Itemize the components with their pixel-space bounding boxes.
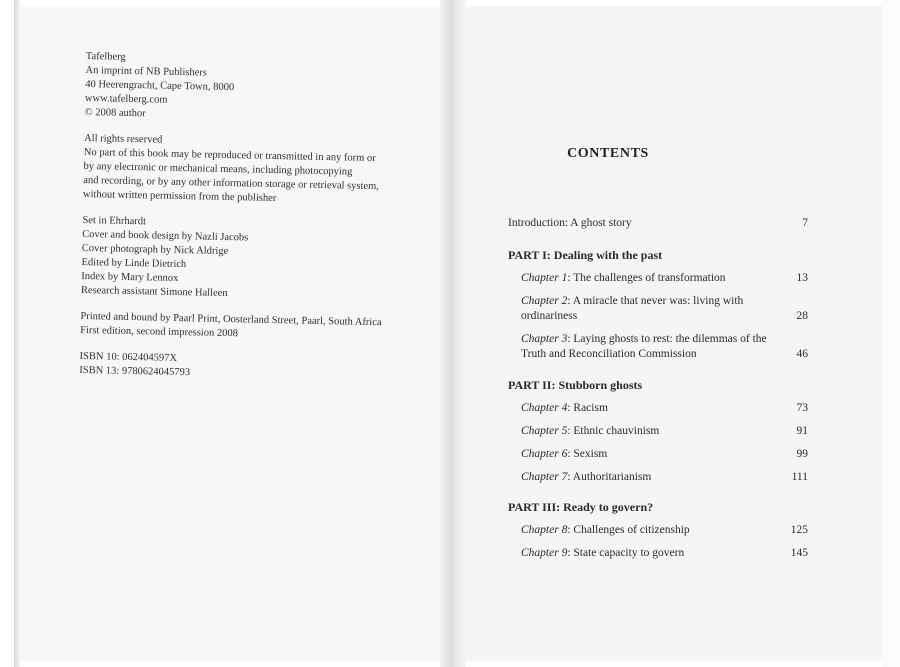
imprint-line: No part of this book may be reproduced or transmitted in any form or bbox=[83, 146, 376, 165]
imprint-line: without written permission from the publisher bbox=[82, 188, 277, 205]
part-heading: PART III: Ready to govern? bbox=[508, 500, 654, 514]
toc-page-number: 73 bbox=[796, 402, 808, 414]
chapter-title: : Racism bbox=[567, 402, 608, 414]
imprint-line: by any electronic or mechanical means, including photocopying bbox=[83, 160, 353, 178]
chapter-title: : Sexism bbox=[567, 448, 608, 460]
publisher-block bbox=[85, 50, 426, 127]
book-gutter bbox=[440, 0, 466, 667]
isbn-line: ISBN 13: 9780624045793 bbox=[79, 364, 191, 379]
page-edge-right bbox=[882, 0, 900, 667]
toc-page-number: 13 bbox=[796, 272, 808, 284]
toc-page-number: 99 bbox=[796, 448, 808, 460]
chapter-label: Chapter 4 bbox=[521, 402, 568, 414]
toc-entry-chapter bbox=[508, 424, 808, 439]
chapter-title: : Authoritarianism bbox=[567, 471, 652, 483]
toc-entry-chapter bbox=[508, 546, 808, 561]
imprint-line: and recording, or by any other information storage or retrieval system, bbox=[83, 174, 379, 193]
chapter-label: Chapter 3 bbox=[521, 333, 568, 345]
imprint-line: Cover and book design by Nazli Jacobs bbox=[82, 228, 249, 244]
toc-entry-chapter bbox=[508, 294, 808, 324]
imprint-line: Research assistant Simone Halleen bbox=[80, 284, 228, 300]
toc-entry-chapter bbox=[508, 271, 808, 286]
imprint-line: First edition, second impression 2008 bbox=[80, 324, 239, 340]
toc-page-number: 7 bbox=[802, 217, 808, 229]
imprint-line: All rights reserved bbox=[84, 132, 163, 146]
toc-page-number: 28 bbox=[796, 310, 808, 322]
chapter-label: Chapter 5 bbox=[521, 425, 568, 437]
imprint-line: 40 Heerengracht, Cape Town, 8000 bbox=[85, 78, 235, 94]
isbn-block bbox=[79, 350, 420, 385]
contents-heading: CONTENTS bbox=[567, 146, 649, 161]
toc-entry-chapter bbox=[508, 401, 808, 416]
chapter-title: : A miracle that never was: living with ordinariness bbox=[521, 295, 744, 322]
imprint-line: Index by Mary Lennox bbox=[81, 270, 179, 284]
chapter-label: Chapter 7 bbox=[521, 471, 568, 483]
isbn-line: ISBN 10: 062404597X bbox=[79, 350, 178, 364]
imprint-line: Printed and bound by Paarl Print, Oosterland Street, Paarl, South Africa bbox=[80, 310, 382, 329]
imprint-line: © 2008 author bbox=[84, 106, 146, 120]
part-heading: PART II: Stubborn ghosts bbox=[508, 378, 643, 392]
toc-page-number: 46 bbox=[796, 348, 808, 360]
chapter-label: Chapter 2 bbox=[521, 295, 568, 307]
imprint-line: Cover photograph by Nick Aldrige bbox=[81, 242, 229, 258]
toc-page-number: 111 bbox=[791, 471, 808, 483]
chapter-title: : Ethnic chauvinism bbox=[567, 425, 660, 437]
chapter-title: : State capacity to govern bbox=[567, 547, 685, 559]
printing-block bbox=[80, 310, 421, 345]
imprint-line: Tafelberg bbox=[85, 50, 126, 63]
toc-entry-title: Introduction: A ghost story bbox=[508, 217, 632, 229]
imprint-line: www.tafelberg.com bbox=[84, 92, 168, 106]
toc-entry-chapter bbox=[508, 470, 808, 485]
toc-page-number: 125 bbox=[790, 524, 808, 536]
chapter-title: : Challenges of citizenship bbox=[567, 524, 690, 536]
chapter-label: Chapter 9 bbox=[521, 547, 568, 559]
imprint-line: Set in Ehrhardt bbox=[82, 214, 147, 228]
toc-entry-chapter bbox=[508, 447, 808, 462]
toc-page-number: 91 bbox=[796, 425, 808, 437]
toc-entry-introduction bbox=[508, 216, 808, 231]
toc-page-number: 145 bbox=[790, 547, 808, 559]
credits-block bbox=[81, 214, 423, 305]
rights-block bbox=[83, 132, 424, 209]
imprint-line: Edited by Linde Dietrich bbox=[81, 256, 187, 271]
chapter-label: Chapter 1 bbox=[521, 272, 568, 284]
toc-entry-chapter bbox=[508, 523, 808, 538]
chapter-title: : The challenges of transformation bbox=[567, 272, 726, 284]
copyright-imprint bbox=[79, 50, 426, 397]
imprint-line: An imprint of NB Publishers bbox=[85, 64, 208, 79]
toc-entry-chapter bbox=[508, 332, 808, 362]
chapter-label: Chapter 8 bbox=[521, 524, 568, 536]
chapter-title: : Laying ghosts to rest: the dilemmas of the Truth and Reconciliation Commission bbox=[521, 333, 767, 360]
chapter-label: Chapter 6 bbox=[521, 448, 568, 460]
part-heading: PART I: Dealing with the past bbox=[508, 248, 663, 262]
